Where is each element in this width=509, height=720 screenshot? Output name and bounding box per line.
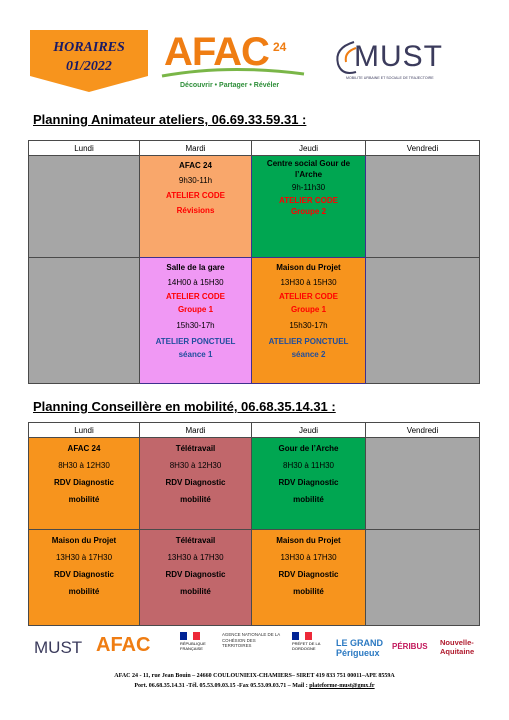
slot-time: 13H30 à 17H30 [55, 553, 113, 562]
table-header-row [29, 423, 480, 438]
table-header-row [29, 141, 480, 156]
slot-rdv-2: mobilité [293, 495, 324, 504]
slot-rdv-2: mobilité [68, 495, 100, 504]
must-footer-logo: MUST [34, 638, 83, 657]
empty-slot [366, 438, 480, 530]
day-header-mardi: Mardi [140, 423, 252, 438]
slot-rdv-2: mobilité [68, 587, 100, 596]
slot-time: 9h-11h30 [291, 183, 326, 192]
slot-time: 13H30 à 17H30 [280, 553, 337, 562]
slot-time: 13H30 à 15H30 [280, 278, 337, 287]
prefet-logo [292, 632, 332, 664]
slot-time: 8H30 à 11H30 [283, 461, 334, 470]
nouvelle-aquitaine-logo: Nouvelle-Aquitaine [440, 638, 475, 656]
section-title-animateur: Planning Animateur ateliers, 06.69.33.59.31 : [33, 112, 307, 127]
animateur-schedule-table [28, 140, 480, 384]
table-row [29, 156, 480, 258]
schedule-badge [30, 30, 148, 92]
afac-logo-word: AFAC [164, 30, 269, 74]
slot-group: Groupe 1 [177, 305, 214, 314]
slot-place: Maison du Projet [276, 263, 341, 272]
day-header-jeudi: Jeudi [252, 423, 366, 438]
slot-place: Salle de la gare [166, 263, 225, 272]
slot-place: AFAC 24 [179, 161, 212, 170]
slot-rdv: RDV Diagnostic [53, 570, 114, 579]
afac-logo-number: 24 [273, 40, 287, 54]
grand-perigueux-logo: LE GRAND Périgueux [336, 638, 383, 658]
afac-logo [158, 28, 308, 98]
slot-mardi-morning [140, 438, 252, 530]
slot-detail: Révisions [176, 206, 215, 215]
day-header-lundi: Lundi [29, 423, 140, 438]
afac-swoosh-icon [158, 66, 308, 80]
table-row [29, 530, 480, 626]
must-logo-word: MUST [354, 40, 443, 73]
footer-address: AFAC 24 - 11, rue Jean Bouin – 24660 COULOUNIEIX-CHAMIERS– SIRET 419 833 751 00011–APE 8559A [114, 673, 395, 679]
table-row [29, 258, 480, 384]
day-header-mardi: Mardi [140, 141, 252, 156]
afac-footer-logo: AFAC [96, 634, 151, 656]
slot-rdv: RDV Diagnostic [278, 478, 339, 487]
slot-ponctuel: ATELIER PONCTUEL [155, 337, 236, 346]
prefet-text: PRÉFET DE LA DORDOGNE [292, 641, 321, 651]
slot-place: Télétravail [175, 536, 216, 545]
slot-rdv-2: mobilité [180, 495, 211, 504]
french-flag-icon [180, 632, 200, 640]
slot-rdv: RDV Diagnostic [165, 478, 226, 487]
slot-atelier: ATELIER CODE [279, 292, 338, 301]
slot-rdv: RDV Diagnostic [53, 478, 114, 487]
slot-place: Maison du Projet [276, 536, 341, 545]
slot-atelier: ATELIER CODE [166, 191, 225, 200]
footer-contact [0, 683, 509, 689]
slot-rdv-2: mobilité [293, 587, 324, 596]
badge-title: HORAIRES [53, 40, 125, 55]
day-header-lundi: Lundi [29, 141, 140, 156]
slot-mardi-morning [140, 156, 252, 258]
slot-time-2: 15h30-17h [289, 321, 328, 330]
slot-mardi-afternoon [140, 530, 252, 626]
slot-seance: séance 2 [291, 350, 326, 359]
slot-mardi-afternoon [140, 258, 252, 384]
slot-ponctuel: ATELIER PONCTUEL [268, 337, 349, 346]
must-logo-subtitle: MOBILITE URBAINE ET SOCIALE DE TRAJECTOIRE [346, 76, 434, 80]
slot-time: 8H30 à 12H30 [58, 461, 110, 470]
slot-group: Groupe 2 [290, 207, 327, 216]
slot-place: AFAC 24 [67, 444, 101, 453]
day-header-vendredi: Vendredi [366, 141, 480, 156]
republique-francaise-logo [180, 632, 216, 664]
section-title-conseillere: Planning Conseillère en mobilité, 06.68.35.14.31 : [33, 399, 336, 414]
slot-place: Gour de l’Arche [278, 444, 339, 453]
french-flag-icon [292, 632, 312, 640]
slot-place: Maison du Projet [51, 536, 117, 545]
slot-rdv-2: mobilité [180, 587, 211, 596]
table-row [29, 438, 480, 530]
slot-atelier: ATELIER CODE [166, 292, 225, 301]
slot-rdv: RDV Diagnostic [165, 570, 226, 579]
empty-slot [366, 530, 480, 626]
afac-tagline: Découvrir • Partager • Révéler [180, 82, 280, 89]
slot-lundi-morning [29, 438, 140, 530]
badge-date: 01/2022 [66, 59, 112, 74]
slot-jeudi-afternoon [252, 258, 366, 384]
slot-time: 9h30-11h [178, 176, 213, 185]
slot-lundi-afternoon [29, 530, 140, 626]
anct-logo: AGENCE NATIONALE DE LA COHÉSION DES TERRITOIRES [222, 632, 280, 648]
empty-slot [29, 258, 140, 384]
empty-slot [366, 156, 480, 258]
conseillere-schedule-table [28, 422, 480, 626]
partner-logos [30, 632, 482, 666]
republique-francaise-text: RÉPUBLIQUE FRANÇAISE [180, 641, 206, 651]
slot-rdv: RDV Diagnostic [278, 570, 339, 579]
day-header-jeudi: Jeudi [252, 141, 366, 156]
slot-place: Télétravail [175, 444, 216, 453]
empty-slot [29, 156, 140, 258]
slot-time-2: 15h30-17h [176, 321, 215, 330]
day-header-vendredi: Vendredi [366, 423, 480, 438]
must-logo [330, 34, 443, 92]
slot-place: Centre social Gour de l’Arche [266, 159, 351, 179]
slot-time: 8H30 à 12H30 [169, 461, 222, 470]
peribus-logo: PÉRIBUS [392, 642, 428, 651]
slot-seance: séance 1 [178, 350, 213, 359]
slot-jeudi-morning [252, 438, 366, 530]
slot-time: 14H00 à 15H30 [167, 278, 224, 287]
empty-slot [366, 258, 480, 384]
slot-group: Groupe 1 [290, 305, 327, 314]
footer-mail-link[interactable]: plateforme-must@gmx.fr [309, 683, 375, 689]
slot-jeudi-afternoon [252, 530, 366, 626]
slot-atelier: ATELIER CODE [279, 196, 338, 205]
slot-time: 13H30 à 17H30 [167, 553, 224, 562]
footer-phone-line: Port. 06.68.35.14.31 -Tél. 05.53.09.03.15 -Fax 05.53.09.03.71 – Mail : [134, 683, 308, 689]
slot-jeudi-morning [252, 156, 366, 258]
